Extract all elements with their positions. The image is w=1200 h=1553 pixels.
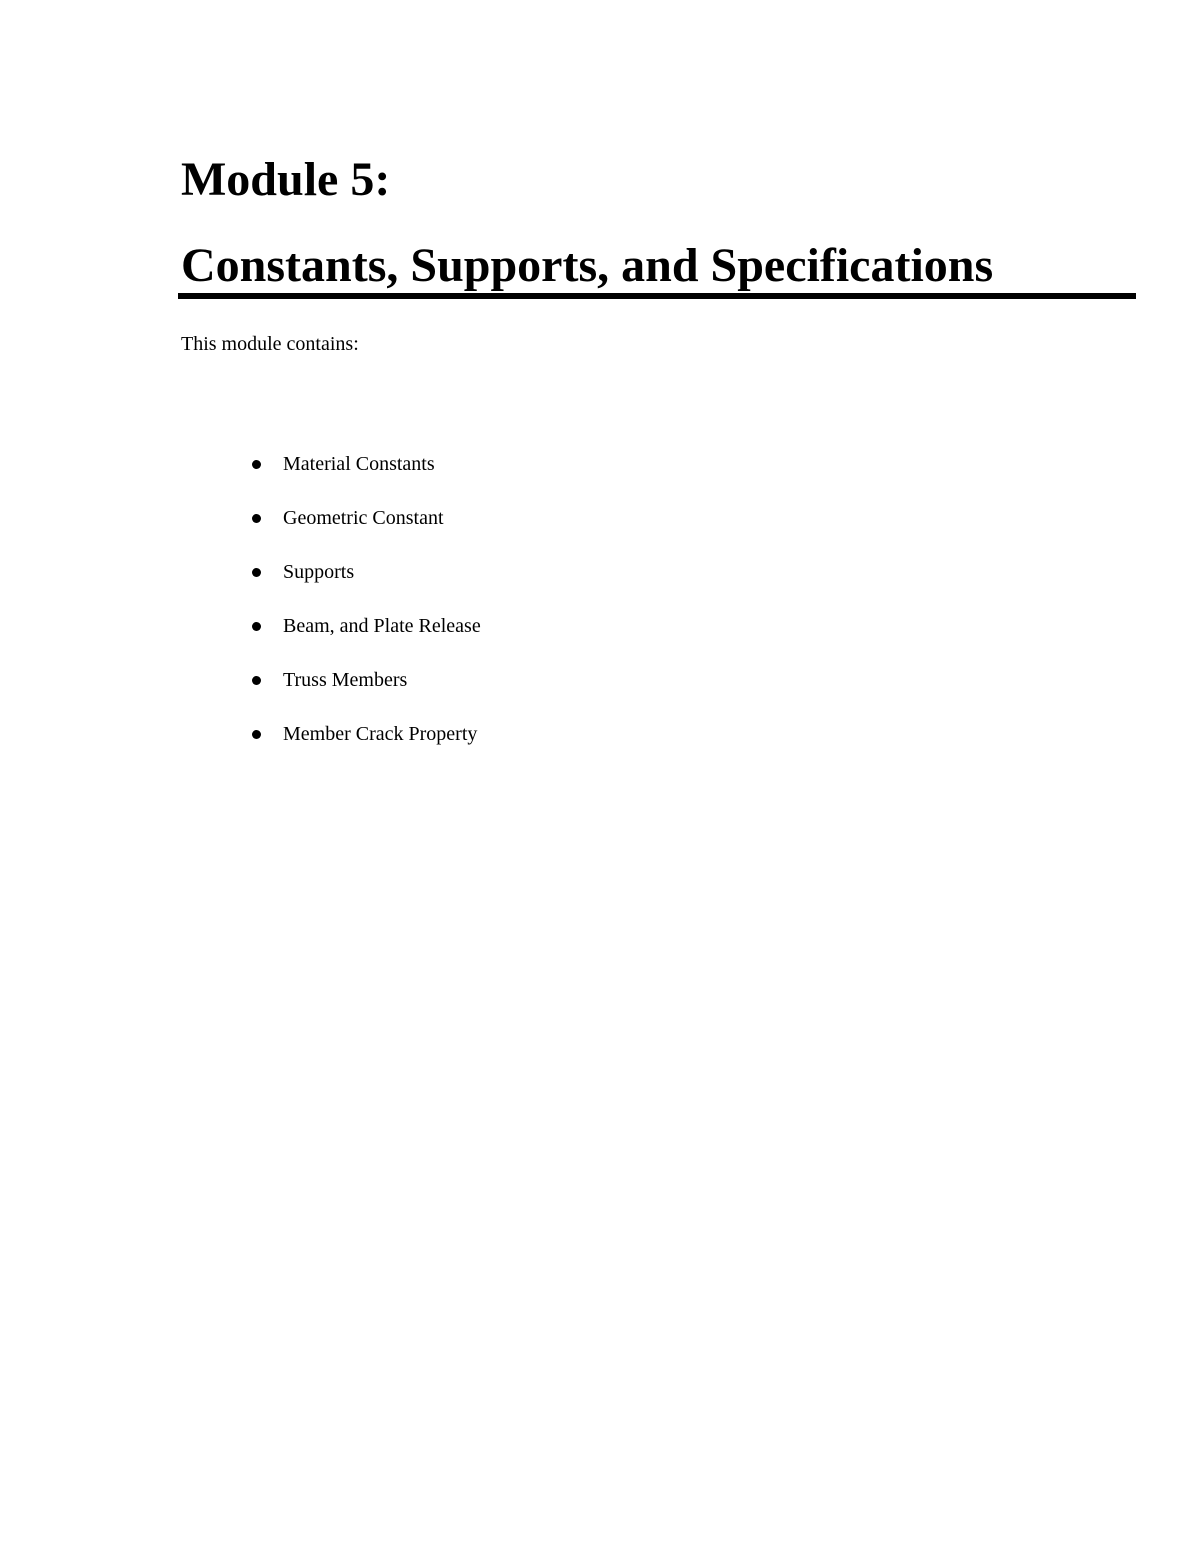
bullet-icon (252, 460, 261, 469)
bullet-icon (252, 622, 261, 631)
list-item-label: Supports (283, 561, 355, 583)
list-item-label: Member Crack Property (283, 723, 478, 745)
module-title-heading: Constants, Supports, and Specifications (181, 239, 994, 292)
list-item-label: Geometric Constant (283, 507, 444, 529)
bullet-icon (252, 568, 261, 577)
title-underline-rule (178, 293, 1136, 299)
intro-text: This module contains: (181, 333, 359, 355)
module-number-heading: Module 5: (181, 153, 391, 206)
bullet-icon (252, 514, 261, 523)
bullet-icon (252, 730, 261, 739)
bullet-icon (252, 676, 261, 685)
list-item-label: Material Constants (283, 453, 435, 475)
list-item-label: Beam, and Plate Release (283, 615, 481, 637)
list-item-label: Truss Members (283, 669, 408, 691)
